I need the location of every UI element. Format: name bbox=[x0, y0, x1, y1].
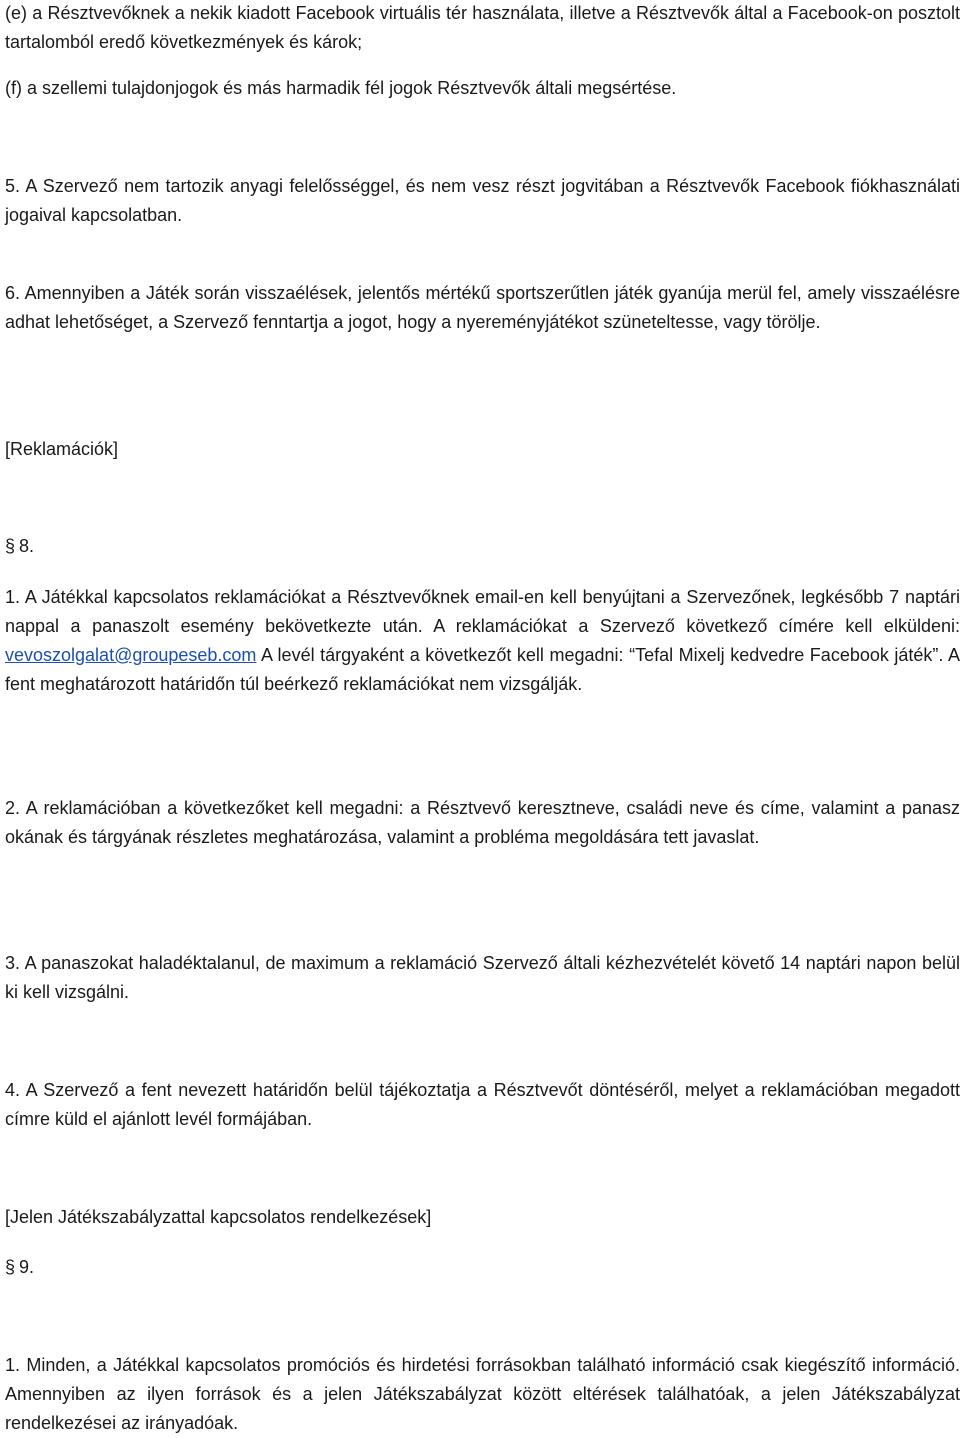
section-9-paragraph-1: 1. Minden, a Játékkal kapcsolatos promóciós és hirdetési forrásokban található információ csak kiegészítő információ. Amennyiben az ilyen források és a jelen Játékszabályzat között eltérések találhatóak, a jelen Játékszabályzat rendelkezései az irányadóak. bbox=[5, 1355, 960, 1433]
paragraph-6: 6. Amennyiben a Játék során visszaélések, jelentős mértékű sportszerűtlen játék gyanúja merül fel, amely visszaélésre adhat lehetőséget, a Szervező fenntartja a jogot, hogy a nyereményjátékot szüneteltesse, vagy törölje. bbox=[5, 283, 960, 332]
reklamacio-paragraph-3: 3. A panaszokat haladéktalanul, de maximum a reklamáció Szervező általi kézhezvételét követő 14 naptári napon belül ki kell vizsgálni. bbox=[5, 953, 960, 1002]
section-8-number: 8. bbox=[19, 536, 35, 556]
paragraph-e: (e) a Résztvevőknek a nekik kiadott Facebook virtuális tér használata, illetve a Résztvevők által a Facebook-on posztolt tartalomból eredő következmények és károk; bbox=[5, 3, 960, 52]
reklamacio-paragraph-1 bbox=[5, 583, 960, 699]
reklamacio-1-text-b: A levél tárgyaként a következőt kell megadni: “Tefal Mixelj kedvedre Facebook játék”. A fent meghatározott határidőn túl beérkező reklamációkat nem vizsgálják. bbox=[5, 645, 960, 694]
email-link[interactable]: vevoszolgalat@groupeseb.com bbox=[5, 645, 257, 665]
section-sign: § bbox=[5, 1257, 16, 1277]
section-9-heading bbox=[5, 1253, 960, 1282]
reklamacio-paragraph-2: 2. A reklamációban a következőket kell megadni: a Résztvevő keresztneve, családi neve és címe, valamint a panasz okának és tárgyának részletes meghatározása, valamint a probléma megoldására tett javaslat. bbox=[5, 798, 960, 847]
section-9-number: 9. bbox=[19, 1257, 35, 1277]
section-8-heading bbox=[5, 532, 960, 561]
reklamacio-paragraph-4: 4. A Szervező a fent nevezett határidőn belül tájékoztatja a Résztvevőt döntéséről, melyet a reklamációban megadott címre küld el ajánlott levél formájában. bbox=[5, 1080, 960, 1129]
paragraph-5: 5. A Szervező nem tartozik anyagi felelősséggel, és nem vesz részt jogvitában a Résztvevők Facebook fiókhasználati jogaival kapcsolatban. bbox=[5, 176, 960, 225]
paragraph-f: (f) a szellemi tulajdonjogok és más harmadik fél jogok Résztvevők általi megsértése. bbox=[5, 78, 677, 98]
heading-reklamaciok: [Reklamációk] bbox=[5, 439, 119, 459]
heading-jelen-jatekszabalyzat: [Jelen Játékszabályzattal kapcsolatos rendelkezések] bbox=[5, 1207, 432, 1227]
section-sign: § bbox=[5, 536, 16, 556]
reklamacio-1-text-a: 1. A Játékkal kapcsolatos reklamációkat a Résztvevőknek email-en kell benyújtani a Szervezőnek, legkésőbb 7 naptári nappal a panaszolt esemény bekövetkezte után. A reklamációkat a Szervező következő címére kell elküldeni: bbox=[5, 587, 960, 636]
